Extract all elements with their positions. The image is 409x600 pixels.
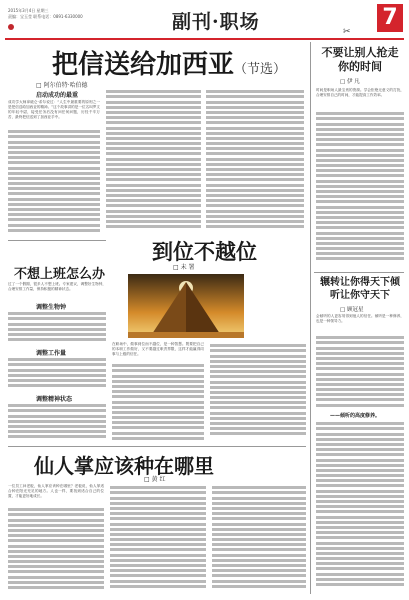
right-article-2-text-1: [316, 334, 404, 410]
right-article-1-title: 不要让别人抢走你的时间: [321, 46, 399, 73]
left-subhead-3: 调整精神状态: [36, 396, 73, 403]
left-text-block-1: [8, 310, 106, 344]
lead-text-column-3: [206, 88, 304, 236]
right-article-2-subhead: ——倾听的高度修养。: [330, 413, 381, 419]
bottom-text-column-2: [110, 484, 206, 594]
left-article-title: 不想上班怎么办: [14, 267, 106, 282]
right-article-2-text-2: [316, 420, 404, 594]
section-title: 副刊·职场: [172, 11, 260, 33]
masthead-info: [8, 8, 83, 20]
right-article-1-body: 时间是职场人最宝贵的资源。学会拒绝无意义的打扰，合理安排自己的时间，才能提高工作效率。: [316, 88, 404, 97]
middle-article-author: □ 未 署: [173, 264, 195, 271]
scissors-icon: ✂: [343, 27, 351, 37]
bottom-article-author: □ 黄 红: [144, 476, 166, 483]
left-text-block-2: [8, 356, 106, 390]
right-article-1-text: [316, 110, 404, 270]
editor-contact: 责编：宝玉莹 联系电话：0891-6330000: [8, 14, 83, 19]
left-text-block-3: [8, 402, 106, 442]
section-divider: [8, 240, 106, 241]
left-subhead-1: 调整生物钟: [36, 304, 67, 311]
newspaper-logo-icon: [8, 24, 14, 30]
bottom-text-column-3: [212, 484, 306, 594]
middle-text-column-1: [112, 362, 204, 442]
right-article-1-author: □ 伊 凡: [340, 79, 360, 85]
bottom-article-title: 仙人掌应该种在哪里: [34, 454, 214, 478]
pyramid-illustration: [128, 274, 244, 338]
right-article-2-author: □ 顾冠星: [340, 307, 364, 313]
lead-subhead: 启动成功的最重: [36, 92, 79, 99]
header-rule: [5, 38, 404, 40]
left-subhead-2: 调整工作量: [36, 350, 67, 357]
lead-text-column-2: [106, 88, 201, 236]
bottom-article-body: 一位员工问老板，仙人掌应该种在哪里？老板说，仙人掌适合种在阳光充足的地方。人也一样，要找到适合自己的位置，才能更好地成长。: [8, 484, 104, 498]
lead-article-body: 成功学大师拿破仑·希尔说过：“人生中最重要的原则之一是把信送给加西亚的精神。”这个故事讲的是一位名叫罗文的年轻中尉，接受任务后没有问任何问题，历经千辛万苦，最终把信送到了加西亚手中。: [8, 100, 100, 119]
lead-article-author: □ 阿尔伯特·哈伯德: [36, 82, 88, 89]
middle-article-body: 在职场中，做事到位而不越位，是一种智慧。既要把自己的本职工作做好，又不要越过职责界限，这样才能赢得同事与上级的信任。: [112, 342, 204, 356]
column-divider: [310, 42, 311, 594]
middle-text-column-2: [210, 342, 306, 442]
middle-article-title: 到位不越位: [152, 239, 257, 264]
bottom-text-column-1: [8, 506, 104, 594]
lead-title-note: （节选）: [234, 62, 287, 77]
left-article-body: 过了一个假期，很多人不想上班。专家建议，调整好生物钟，合理安排工作量，保持积极的精神状态。: [8, 282, 106, 291]
issue-date: 2015年3月4日 星期三: [8, 8, 49, 13]
lead-article-title: 把信送给加西亚（节选）: [52, 50, 287, 80]
right-divider: [314, 272, 404, 273]
bottom-divider: [8, 446, 306, 447]
page-number-badge: 7: [377, 4, 403, 32]
right-article-2-body: 会倾听的人更容易得到他人的信任。倾听是一种修养，也是一种领导力。: [316, 314, 404, 323]
right-article-2-title: 辗转让你得天下倾听让你守天下: [320, 277, 400, 301]
lead-text-column-1: [8, 128, 100, 238]
